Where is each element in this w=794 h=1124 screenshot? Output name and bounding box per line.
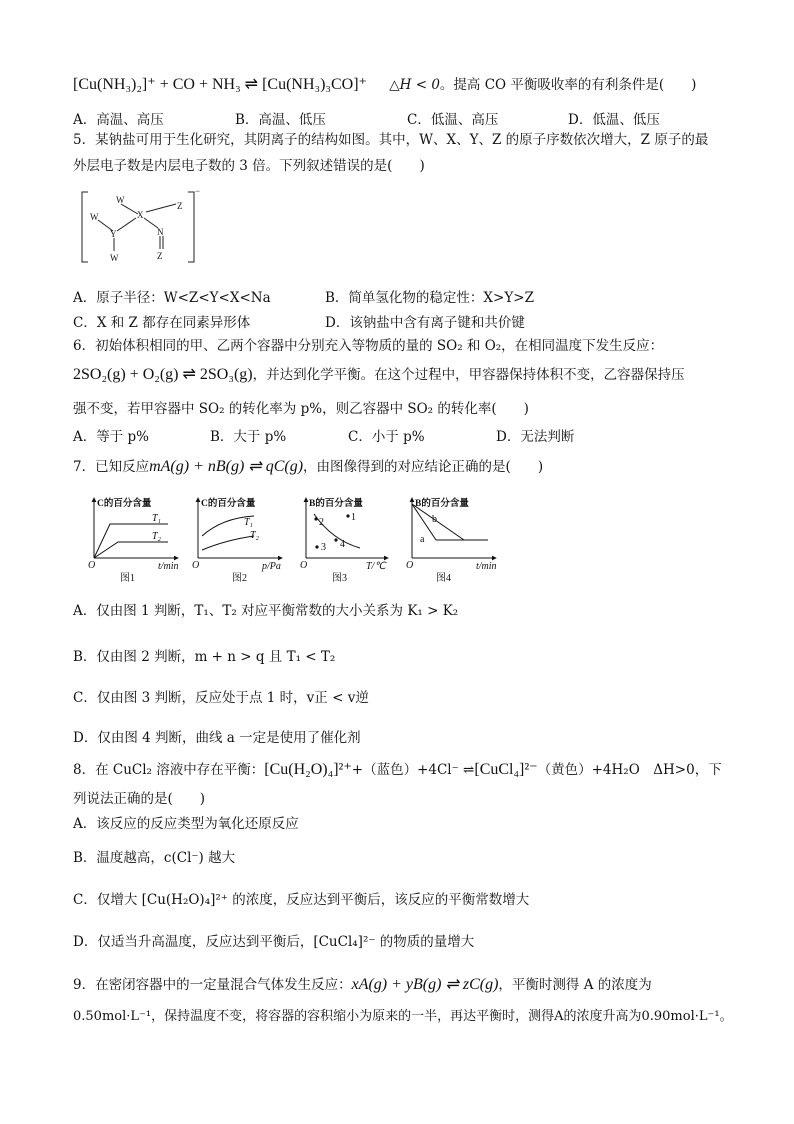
fig2-ylabel: C的百分含量 [201, 499, 256, 509]
q7-stem [73, 458, 543, 476]
fig4-xlabel: t/min [476, 561, 497, 572]
q8-option-d[interactable]: D．仅适当升高温度，反应达到平衡后，[CuCl₄]²⁻ 的物质的量增大 [73, 934, 475, 950]
figure-1 [88, 497, 179, 584]
curve-t2 [94, 542, 168, 558]
fig4-ylabel: B的百分含量 [415, 499, 469, 509]
fig1-caption: 图1 [120, 573, 135, 584]
fig4-b: b [432, 514, 437, 525]
q5-option-a[interactable]: A．原子半径：W<Z<Y<X<Na [73, 290, 271, 306]
q6-option-b[interactable]: B．大于 p% [210, 429, 287, 445]
fig2-t1: T₁ [244, 517, 254, 528]
q8-prefix: 8．在 CuCl₂ 溶液中存在平衡： [73, 762, 265, 778]
fig1-t2: T₂ [152, 531, 162, 542]
q6-option-c[interactable]: C．小于 p% [348, 429, 425, 445]
q8-stem [73, 761, 722, 779]
fig2-caption: 图2 [232, 573, 247, 584]
fig1-xlabel: t/min [158, 561, 179, 572]
atom-z-right: Z [177, 201, 183, 211]
fig2-t2: T₂ [250, 530, 260, 541]
q4-option-a[interactable]: A．高温、高压 [73, 112, 164, 128]
q4-equation: [Cu(NH₃)₂]⁺ + CO + NH₃ ⇌ [Cu(NH₃)₃CO]⁺ [73, 76, 367, 93]
q8-mid-1: +（蓝色）+4Cl⁻ ⇌ [351, 762, 475, 778]
q6-equation: 2SO₂(g) + O₂(g) ⇌ 2SO₃(g) [73, 366, 253, 383]
q9-suffix: ，平衡时测得 A 的浓度为 [498, 977, 652, 993]
q4-option-b[interactable]: B．高温、低压 [235, 112, 326, 128]
fig3-xlabel: T/℃ [366, 561, 386, 572]
atom-z-bottom: Z [157, 251, 163, 261]
fig3-origin: O [300, 560, 308, 571]
atom-n: N [157, 227, 164, 237]
atom-y: Y [110, 229, 117, 239]
left-bracket [82, 192, 88, 262]
fig2-xlabel: p/Pa [262, 561, 281, 572]
q8-ion-2: [CuCl₄]²⁻ [474, 761, 538, 778]
q8-option-c[interactable]: C．仅增大 [Cu(H₂O)₄]²⁺ 的浓度，反应达到平衡后，该反应的平衡常数增大 [73, 892, 530, 908]
q7-figures [88, 492, 498, 584]
q9-stem [73, 976, 652, 994]
point-1 [346, 514, 349, 517]
atom-w-bottom: W [110, 253, 119, 263]
q8-option-a[interactable]: A．该反应的反应类型为氧化还原反应 [73, 816, 299, 832]
q7-option-c[interactable]: C．仅由图 3 判断，反应处于点 1 时，v正 < v逆 [73, 690, 369, 706]
q9-prefix: 9．在密闭容器中的一定量混合气体发生反应： [73, 977, 352, 993]
fig2-origin: O [192, 560, 200, 571]
q5-option-b[interactable]: B．简单氢化物的稳定性：X>Y>Z [325, 290, 534, 306]
fig4-origin: O [406, 560, 414, 571]
fig1-origin: O [88, 560, 96, 571]
q5-option-d[interactable]: D．该钠盐中含有离子键和共价键 [325, 315, 525, 331]
atom-w-left: W [90, 212, 99, 222]
fig3-point-3: 3 [321, 542, 326, 553]
q8-ion-1: [Cu(H₂O)₄]²⁺ [264, 761, 352, 778]
fig1-t1: T₁ [152, 513, 162, 524]
figure-2 [192, 497, 282, 584]
fig3-point-4: 4 [340, 539, 345, 550]
atom-w-top: W [116, 195, 125, 205]
fig4-caption: 图4 [436, 573, 451, 584]
q7-equation: mA(g) + nB(g) ⇌ qC(g) [149, 458, 304, 475]
q7-option-d[interactable]: D．仅由图 4 判断，曲线 a 一定是使用了催化剂 [73, 730, 361, 746]
q5-line1: 5．某钠盐可用于生化研究，其阴离子的结构如图。其中，W、X、Y、Z 的原子序数依次增大，Z 原子的最 [73, 132, 709, 148]
fig4-a: a [420, 534, 425, 545]
fig1-ylabel: C的百分含量 [97, 499, 152, 509]
q6-option-a[interactable]: A．等于 p% [73, 429, 150, 445]
q7-option-b[interactable]: B．仅由图 2 判断，m + n > q 且 T₁ < T₂ [73, 649, 336, 665]
q8-mid-2: （黄色）+4H₂O ΔH>0，下 [537, 762, 722, 778]
point-4 [334, 538, 337, 541]
q9-line2: 0.50mol·L⁻¹，保持温度不变，将容器的容积缩小为原来的一半，再达平衡时，测得A的浓度升高为0.90mol·L⁻¹。 [73, 1009, 733, 1024]
right-bracket [188, 192, 194, 262]
q8-option-b[interactable]: B．温度越高，c(Cl⁻) 越大 [73, 850, 236, 866]
q4-option-c[interactable]: C．低温、高压 [407, 112, 499, 128]
anion-charge: − [195, 186, 201, 196]
q6-line2-rest: ，并达到化学平衡。在这个过程中，甲容器保持体积不变，乙容器保持压 [252, 367, 685, 383]
fig3-point-1: 1 [351, 512, 356, 523]
q4-option-d[interactable]: D．低温、低压 [568, 112, 660, 128]
curve-t2 [202, 536, 254, 550]
fig3-point-2: 2 [319, 517, 324, 528]
q5-line2: 外层电子数是内层电子数的 3 倍。下列叙述错误的是( ) [73, 158, 425, 174]
figure-3 [300, 497, 388, 584]
fig3-caption: 图3 [332, 573, 347, 584]
q7-option-a[interactable]: A．仅由图 1 判断，T₁、T₂ 对应平衡常数的大小关系为 K₁ > K₂ [73, 603, 459, 619]
q6-option-d[interactable]: D．无法判断 [496, 429, 575, 445]
q6-line2 [73, 366, 685, 384]
q4-text: 。提高 CO 平衡吸收率的有利条件是( ) [439, 77, 697, 93]
figure-4 [406, 497, 497, 584]
atom-x: X [137, 210, 144, 220]
q6-line1: 6．初始体积相同的甲、乙两个容器中分别充入等物质的量的 SO₂ 和 O₂，在相同温度下发生反应： [73, 338, 664, 354]
point-3 [315, 545, 318, 548]
q7-prefix: 7．已知反应 [73, 459, 150, 475]
q5-option-c[interactable]: C．X 和 Z 都存在同素异形体 [73, 315, 251, 331]
q4-enthalpy: △H < 0 [389, 77, 440, 93]
q9-equation: xA(g) + yB(g) ⇌ zC(g) [351, 976, 499, 993]
q5-structure-diagram [76, 186, 206, 268]
q7-suffix: ，由图像得到的对应结论正确的是( ) [303, 459, 544, 475]
point-2 [314, 517, 317, 520]
q4-stem [73, 76, 696, 94]
q8-line2: 列说法正确的是( ) [73, 791, 206, 807]
fig3-ylabel: B的百分含量 [309, 499, 363, 509]
q6-line3: 强不变，若甲容器中 SO₂ 的转化率为 p%，则乙容器中 SO₂ 的转化率( ) [73, 401, 529, 417]
